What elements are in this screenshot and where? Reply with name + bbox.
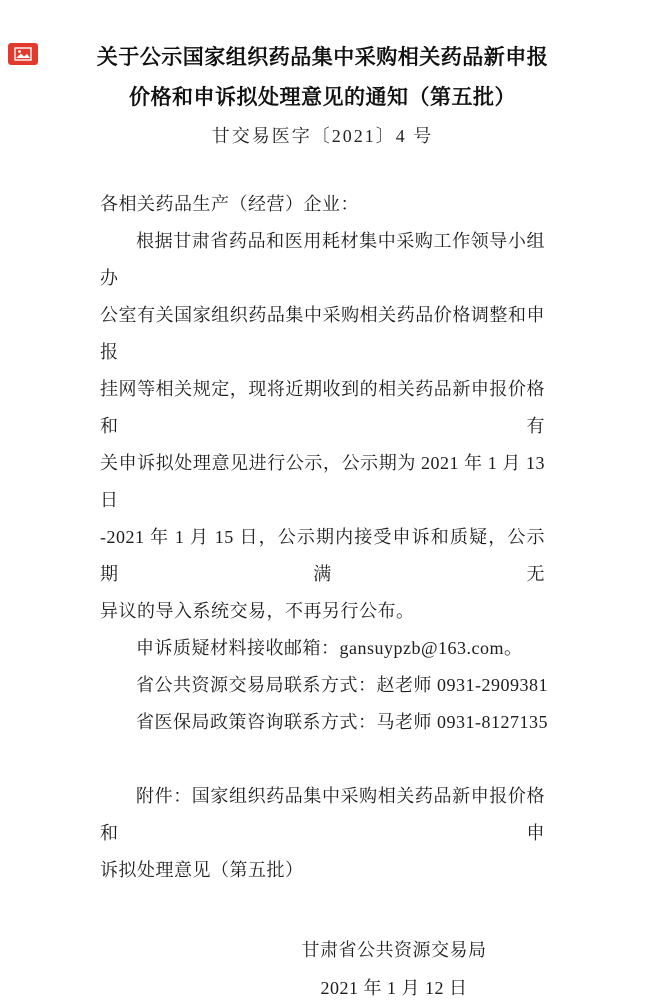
body-line: 根据甘肃省药品和医用耗材集中采购工作领导小组办	[100, 231, 545, 288]
broken-image-icon	[8, 43, 38, 65]
document-body	[0, 186, 645, 889]
body-line: 公室有关国家组织药品集中采购相关药品价格调整和申报	[100, 305, 545, 362]
signature-organization: 甘肃省公共资源交易局	[301, 940, 487, 960]
body-line: 省公共资源交易局联系方式：赵老师 0931-2909381	[136, 675, 548, 695]
body-line: 各相关药品生产（经营）企业：	[100, 194, 359, 214]
body-line: 关申诉拟处理意见进行公示，公示期为 2021 年 1 月 13 日	[100, 453, 545, 510]
body-line: 附件：国家组织药品集中采购相关药品新申报价格和申	[100, 786, 545, 843]
body-line: 异议的导入系统交易，不再另行公布。	[100, 601, 415, 621]
notice-document-page	[0, 38, 645, 998]
body-line: 省医保局政策咨询联系方式：马老师 0931-8127135	[136, 712, 548, 732]
signature-date: 2021 年 1 月 12 日	[320, 978, 468, 998]
page-title-line-2: 价格和申诉拟处理意见的通知（第五批）	[129, 86, 516, 109]
body-line: 诉拟处理意见（第五批）	[100, 860, 304, 880]
document-number: 甘交易医字〔2021〕4 号	[211, 126, 434, 146]
page-title	[0, 38, 645, 118]
body-line	[100, 741, 545, 778]
signature-block	[272, 931, 516, 1007]
page-title-line-1: 关于公示国家组织药品集中采购相关药品新申报	[96, 46, 549, 69]
body-line: 申诉质疑材料接收邮箱：gansuypzb@163.com。	[136, 638, 523, 658]
body-line: 挂网等相关规定，现将近期收到的相关药品新申报价格和有	[100, 379, 545, 436]
body-line: -2021 年 1 月 15 日，公示期内接受申诉和质疑，公示期满无	[100, 527, 545, 584]
